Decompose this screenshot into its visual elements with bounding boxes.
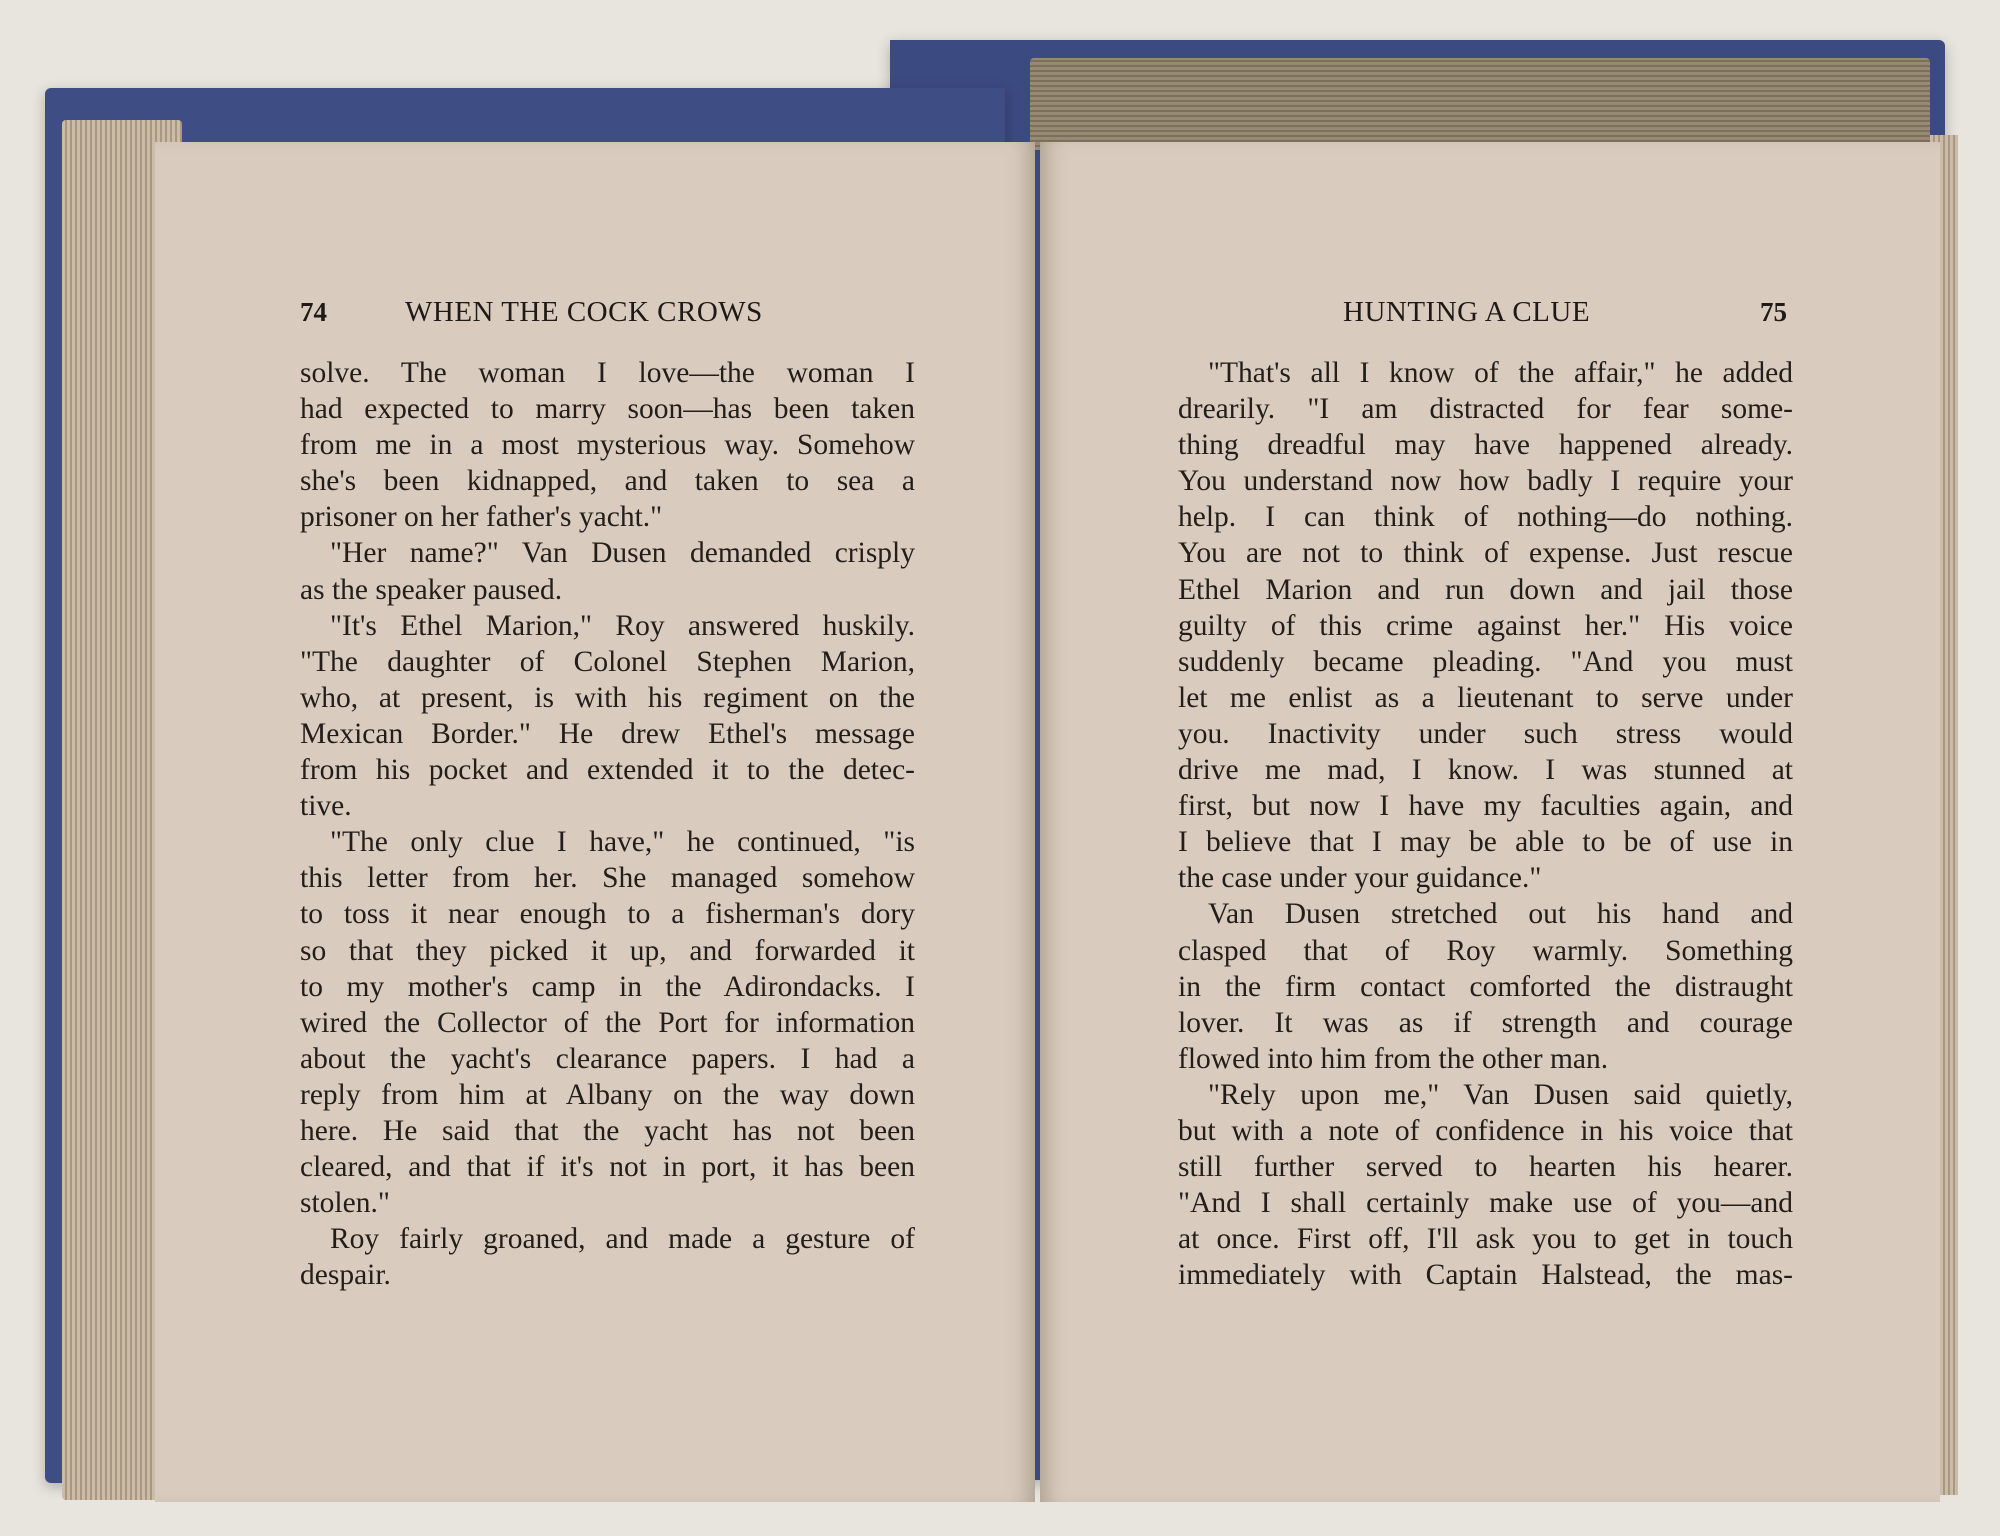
text-line: help. I can think of nothing—do nothing. (1178, 501, 1793, 534)
right-page-number: 75 (1760, 297, 1787, 327)
text-line: solve. The woman I love—the woman I (300, 357, 915, 389)
left-page-text (300, 355, 915, 1293)
text-line: the case under your guidance." (1178, 862, 1542, 895)
text-line: You understand now how badly I require your (1178, 465, 1793, 498)
text-line: let me enlist as a lieutenant to serve under (1178, 681, 1793, 714)
right-page-text (1178, 355, 1793, 1293)
text-line: at once. First off, I'll ask you to get in touch (1178, 1223, 1793, 1256)
text-line: Ethel Marion and run down and jail those (1178, 573, 1793, 606)
text-line: I believe that I may be able to be of use in (1178, 826, 1793, 859)
text-line: had expected to marry soon—has been taken (300, 393, 915, 426)
text-line: drive me mad, I know. I was stunned at (1178, 754, 1793, 787)
page-block-top-edge (1030, 58, 1930, 150)
text-line: to my mother's camp in the Adirondacks. I (300, 970, 915, 1003)
text-line: "It's Ethel Marion," Roy answered huskily. (330, 609, 915, 642)
text-line: suddenly became pleading. "And you must (1178, 645, 1793, 678)
text-line: as the speaker paused. (300, 573, 563, 606)
text-line: "That's all I know of the affair," he added (1208, 357, 1793, 389)
right-running-head: HUNTING A CLUE (1343, 296, 1591, 328)
text-line: still further served to hearten his hearer. (1178, 1151, 1793, 1184)
text-line: first, but now I have my faculties again, and (1178, 790, 1793, 823)
text-line: thing dreadful may have happened already. (1178, 429, 1793, 462)
text-line: tive. (300, 790, 352, 823)
text-line: "Her name?" Van Dusen demanded crisply (330, 537, 915, 570)
text-line: in the firm contact comforted the distraught (1178, 970, 1793, 1003)
text-line: to toss it near enough to a fisherman's dory (300, 898, 915, 931)
text-line: you. Inactivity under such stress would (1178, 717, 1793, 750)
text-line: here. He said that the yacht has not been (300, 1114, 915, 1147)
text-line: from his pocket and extended it to the detec- (300, 754, 915, 787)
text-line: Mexican Border." He drew Ethel's message (300, 717, 915, 750)
text-line: clasped that of Roy warmly. Something (1178, 934, 1793, 967)
text-line: Roy fairly groaned, and made a gesture of (330, 1223, 915, 1256)
text-line: prisoner on her father's yacht." (300, 501, 663, 534)
text-line: who, at present, is with his regiment on the (300, 681, 915, 714)
text-line: cleared, and that if it's not in port, it has been (300, 1151, 915, 1184)
text-line: lover. It was as if strength and courage (1178, 1006, 1793, 1039)
text-line: so that they picked it up, and forwarded it (300, 934, 915, 967)
text-line: she's been kidnapped, and taken to sea a (300, 465, 915, 498)
text-line: this letter from her. She managed somehow (300, 862, 915, 895)
text-line: drearily. "I am distracted for fear some- (1178, 393, 1793, 426)
text-line: about the yacht's clearance papers. I had a (300, 1042, 915, 1075)
text-line: You are not to think of expense. Just rescue (1178, 537, 1793, 570)
text-line: Van Dusen stretched out his hand and (1208, 898, 1793, 931)
text-line: from me in a most mysterious way. Somehow (300, 429, 915, 462)
text-line: despair. (300, 1259, 391, 1292)
text-line: "The daughter of Colonel Stephen Marion, (300, 645, 915, 678)
left-page-number: 74 (300, 297, 327, 327)
text-line: flowed into him from the other man. (1178, 1042, 1609, 1075)
text-line: "Rely upon me," Van Dusen said quietly, (1208, 1078, 1793, 1111)
text-line: guilty of this crime against her." His voice (1178, 609, 1793, 642)
text-line: "The only clue I have," he continued, "is (330, 826, 915, 859)
left-running-head: WHEN THE COCK CROWS (405, 296, 763, 328)
text-line: wired the Collector of the Port for information (300, 1006, 915, 1039)
text-line: but with a note of confidence in his voice that (1178, 1114, 1793, 1147)
text-line: "And I shall certainly make use of you—and (1178, 1187, 1793, 1220)
text-line: stolen." (300, 1187, 390, 1220)
text-line: reply from him at Albany on the way down (300, 1078, 915, 1111)
text-line: immediately with Captain Halstead, the mas- (1178, 1259, 1793, 1292)
